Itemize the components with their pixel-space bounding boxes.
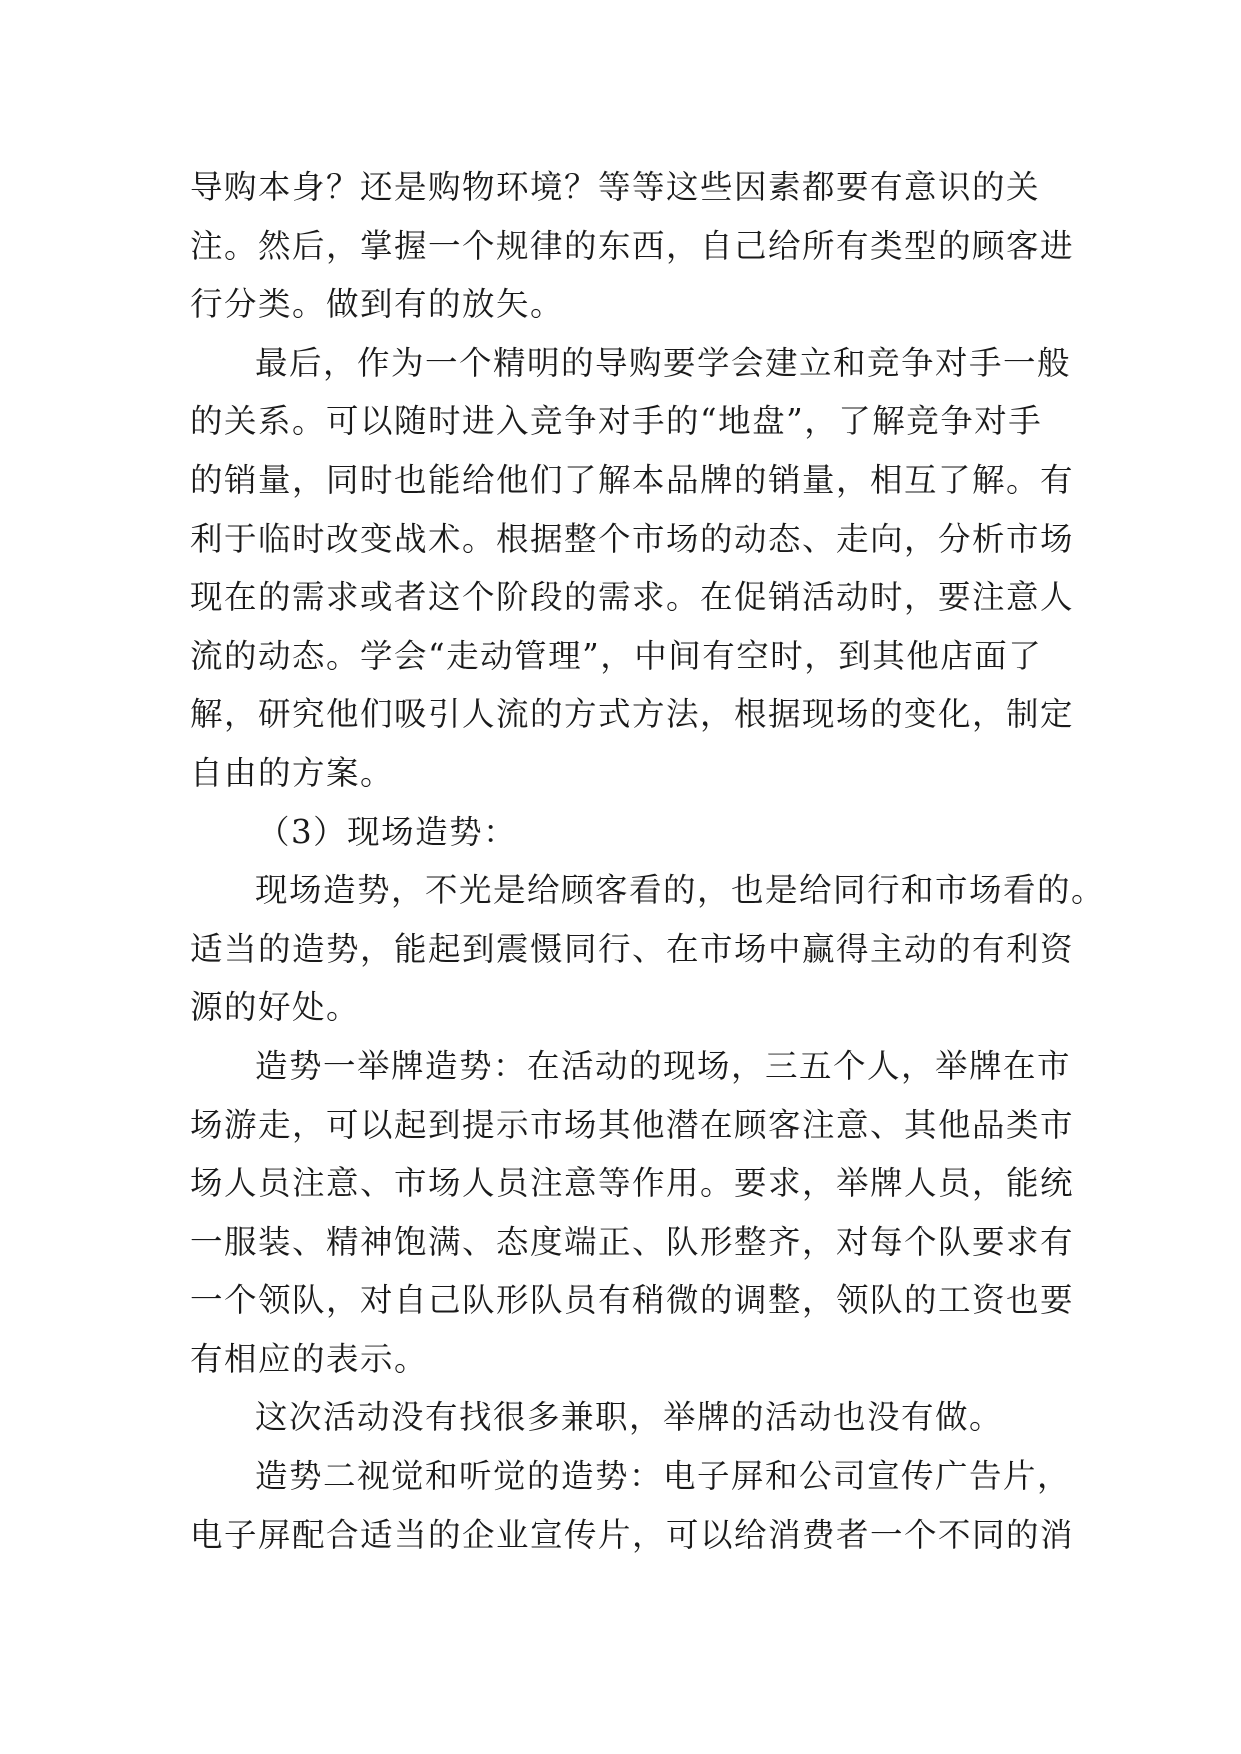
text-line: 流的动态。学会“走动管理”，中间有空时，到其他店面了 [190,636,1043,675]
text-line: 一个领队，对自己队形队员有稍微的调整，领队的工资也要 [190,1281,1075,1320]
paragraph-first-line: 现场造势，不光是给顾客看的，也是给同行和市场看的。 [255,871,1106,910]
text-line: 场游走，可以起到提示市场其他潜在顾客注意、其他品类市 [190,1105,1075,1144]
section-heading: （3）现场造势： [257,812,518,851]
text-line: 场人员注意、市场人员注意等作用。要求，举牌人员，能统 [190,1164,1075,1203]
document-body [190,158,1106,1564]
text-line: 自由的方案。 [190,753,395,792]
text-line: 现在的需求或者这个阶段的需求。在促销活动时，要注意人 [190,578,1075,617]
text-line: 利于临时改变战术。根据整个市场的动态、走向，分析市场 [190,519,1075,558]
text-line: 适当的造势，能起到震慑同行、在市场中赢得主动的有利资 [190,929,1075,968]
text-line: 导购本身？还是购物环境？等等这些因素都要有意识的关 [190,168,1041,206]
text-line: 行分类。做到有的放矢。 [190,285,565,324]
text-line: 源的好处。 [190,988,361,1027]
text-line: 有相应的表示。 [190,1339,429,1378]
text-line: 电子屏配合适当的企业宣传片，可以给消费者一个不同的消 [190,1515,1075,1554]
text-line: 注。然后，掌握一个规律的东西，自己给所有类型的顾客进 [190,226,1075,265]
paragraph-first-line: 造势二视觉和听觉的造势：电子屏和公司宣传广告片， [255,1457,1072,1496]
text-line: 解，研究他们吸引人流的方式方法，根据现场的变化，制定 [190,695,1075,734]
paragraph-first-line: 造势一举牌造势：在活动的现场，三五个人，举牌在市 [255,1046,1072,1085]
text-line: 的销量，同时也能给他们了解本品牌的销量，相互了解。有 [190,460,1075,499]
text-line: 一服装、精神饱满、态度端正、队形整齐，对每个队要求有 [190,1222,1075,1261]
paragraph-first-line: 这次活动没有找很多兼职，举牌的活动也没有做。 [255,1398,1004,1437]
paragraph-first-line: 最后，作为一个精明的导购要学会建立和竞争对手一般 [255,343,1072,382]
text-line: 的关系。可以随时进入竞争对手的“地盘”，了解竞争对手 [190,402,1043,441]
